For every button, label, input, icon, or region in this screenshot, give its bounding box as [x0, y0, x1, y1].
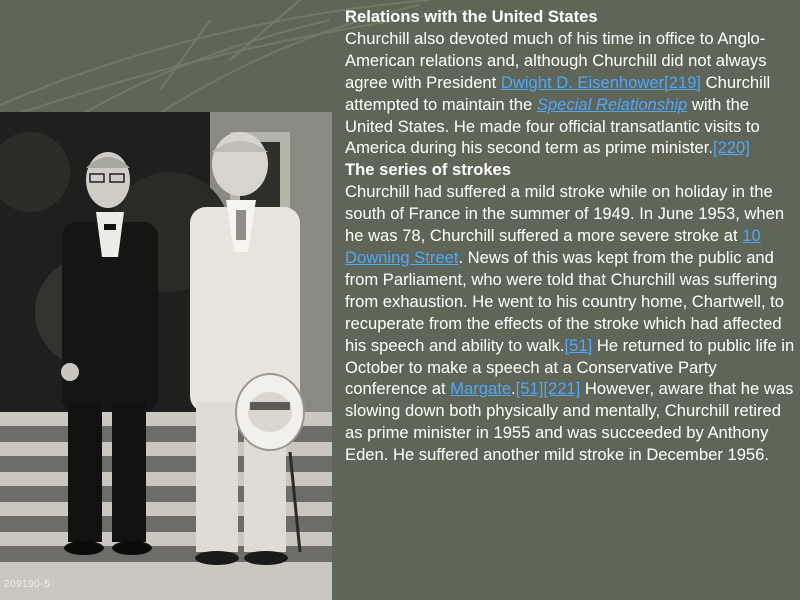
citation-221-link[interactable]: [221]	[543, 379, 581, 399]
text-segment: Churchill also devoted much of his time in office to Anglo-American relations and, although Churchill did not always agree with President	[345, 28, 767, 92]
citation-220-link[interactable]: [220]	[712, 138, 750, 158]
link-special-relationship[interactable]: Special Relationship	[536, 94, 688, 114]
link-downing-street[interactable]: 10 Downing Street	[345, 226, 761, 267]
text-segment: He returned to public life in October to make a speech at a Conservative Party conference at	[345, 335, 795, 399]
citation-219-link[interactable]: [219]	[664, 72, 702, 92]
text-segment: Churchill attempted to maintain the	[345, 72, 771, 114]
section-heading-strokes: The series of strokes	[345, 160, 512, 180]
text-segment: . News of this was kept from the public and from Parliament, who were told that Churchill was suffering from exhaustion. He went to his country home, Chartwell, to recuperate from the effects of the stroke which had affected his speech and ability to walk.	[345, 247, 785, 355]
text-segment: .	[511, 379, 516, 399]
article-text	[345, 6, 797, 600]
photo-caption-mark: 209190-5	[4, 579, 51, 590]
paragraph-strokes	[345, 181, 797, 466]
citation-51-link[interactable]: [51]	[564, 335, 593, 355]
citation-51-link-2[interactable]: [51]	[515, 379, 544, 399]
link-margate[interactable]: Margate	[450, 379, 512, 399]
text-segment: However, aware that he was slowing down both physically and mentally, Churchill retired as prime minister in 1955 and was succeeded by Anthony Eden. He suffered another mild stroke in December 1956.	[345, 379, 794, 465]
link-eisenhower[interactable]: Dwight D. Eisenhower	[500, 72, 665, 92]
section-heading-us-relations: Relations with the United States	[345, 7, 598, 26]
paragraph-us-relations	[345, 28, 797, 159]
text-segment: Churchill had suffered a mild stroke while on holiday in the south of France in the summer of 1949. In June 1953, when he was 78, Churchill suffered a more severe stroke at	[345, 182, 785, 246]
text-segment: with the United States. He made four official transatlantic visits to America during his second term as prime minister.	[345, 94, 760, 158]
historical-photo	[0, 112, 332, 600]
